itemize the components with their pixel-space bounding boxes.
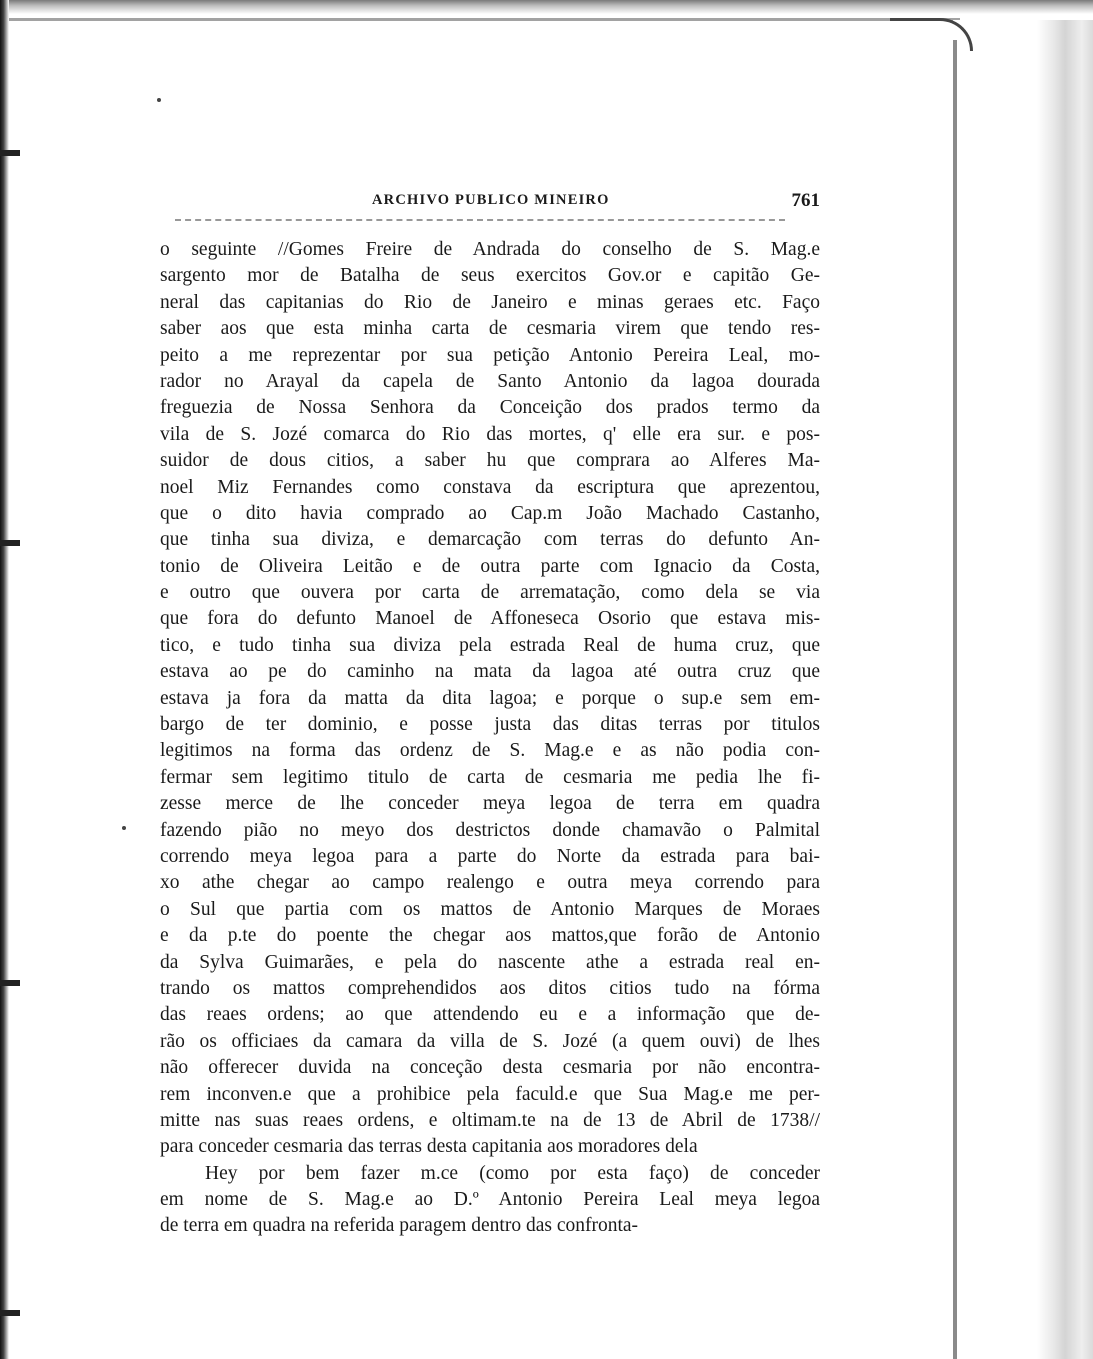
text-line: legitimos na forma das ordenz de S. Mag.e e as não podia con- <box>160 740 820 762</box>
text-line: de terra em quadra na referida paragem dentro das confronta- <box>160 1215 639 1237</box>
text-line: tico, e tudo tinha sua diviza pela estrada Real de huma cruz, que <box>160 634 820 656</box>
text-line: bargo de ter dominio, e posse justa das ditas terras por titulos <box>160 714 820 736</box>
text-line: rem inconven.e que a prohibice pela faculd.e que Sua Mag.e me per- <box>160 1083 820 1105</box>
text-line: estava ja fora da matta da dita lagoa; e porque o sup.e sem em- <box>160 687 820 709</box>
text-line: que tinha sua diviza, e demarcação com terras do defunto An- <box>160 529 820 551</box>
text-line: não offerecer duvida na conceção desta cesmaria por não encontra- <box>160 1057 820 1079</box>
text-line: Hey por bem fazer m.ce (como por esta faço) de conceder <box>205 1162 820 1184</box>
text-line: noel Miz Fernandes como constava da escriptura que aprezentou, <box>160 476 820 498</box>
text-line: e outro que ouvera por carta de arrematação, como dela se via <box>160 582 820 604</box>
text-line: o seguinte //Gomes Freire de Andrada do conselho de S. Mag.e <box>160 239 820 260</box>
text-line: e da p.te do poente the chegar aos mattos,que forão de Antonio <box>160 925 820 947</box>
binding-mark <box>0 980 20 986</box>
text-line: da Sylva Guimarães, e pela do nascente athe a estrada real en- <box>160 951 820 973</box>
text-line: freguezia de Nossa Senhora da Conceição dos prados termo da <box>160 397 820 419</box>
text-line: correndo meya legoa para a parte do Norte da estrada para bai- <box>160 845 820 867</box>
page-top-edge <box>0 0 1093 14</box>
page-right-shadow <box>953 40 957 1359</box>
text-line: estava ao pe do caminho na mata da lagoa até outra cruz que <box>160 661 820 683</box>
text-line: que o dito havia comprado ao Cap.m João Machado Castanho, <box>160 502 820 524</box>
text-line: das reaes ordens; ao que attendendo eu e a informação que de- <box>160 1004 820 1026</box>
text-line: fazendo pião no meyo dos destrictos donde chamavão o Palmital <box>160 819 820 841</box>
text-line: fermar sem legitimo titulo de carta de cesmaria me pedia lhe fi- <box>160 766 820 788</box>
text-line: que fora do defunto Manoel de Affoneseca Osorio que estava mis- <box>160 608 820 630</box>
page-top-shadow <box>0 18 960 21</box>
dust-speck <box>122 826 126 830</box>
running-header <box>160 190 820 216</box>
page-left-edge <box>0 0 9 1359</box>
header-rule <box>175 219 785 221</box>
text-line: trando os mattos comprehendidos aos ditos citios tudo na fórma <box>160 977 820 999</box>
text-line: o Sul que partia com os mattos de Antonio Marques de Moraes <box>160 898 820 920</box>
text-line: neral das capitanias do Rio de Janeiro e minas geraes etc. Faço <box>160 291 820 313</box>
binding-mark <box>0 540 20 546</box>
text-line: para conceder cesmaria das terras desta capitania aos moradores dela <box>160 1136 698 1158</box>
binding-mark <box>0 1310 20 1316</box>
text-line: peito a me reprezentar por sua petição Antonio Pereira Leal, mo- <box>160 344 820 366</box>
dust-speck <box>157 98 161 102</box>
text-line: zesse merce de lhe conceder meya legoa de terra em quadra <box>160 793 820 815</box>
text-line: rador no Arayal da capela de Santo Antonio da lagoa dourada <box>160 370 820 392</box>
text-line: suidor de dous citios, a saber hu que comprara ao Alferes Ma- <box>160 450 820 472</box>
text-line: saber aos que esta minha carta de cesmaria virem que tendo res- <box>160 318 820 340</box>
binding-mark <box>0 150 20 156</box>
text-line: rão os officiaes da camara da villa de S. Jozé (a quem ouvi) de lhes <box>160 1030 820 1052</box>
text-line: em nome de S. Mag.e ao D.º Antonio Pereira Leal meya legoa <box>160 1189 820 1211</box>
text-line: vila de S. Jozé comarca do Rio das mortes, q' elle era sur. e pos- <box>160 423 820 445</box>
body-text <box>160 237 820 1240</box>
text-line: xo athe chegar ao campo realengo e outra meya correndo para <box>160 872 820 894</box>
text-line: sargento mor de Batalha de seus exercitos Gov.or e capitão Ge- <box>160 265 820 287</box>
page-number: 761 <box>791 190 820 211</box>
running-header-title: ARCHIVO PUBLICO MINEIRO <box>372 192 610 208</box>
text-line: tonio de Oliveira Leitão e de outra parte com Ignacio da Costa, <box>160 555 820 577</box>
text-line: mitte nas suas reaes ordens, e oltimam.te na de 13 de Abril de 1738// <box>160 1109 820 1131</box>
page-right-edge <box>953 20 1093 1359</box>
